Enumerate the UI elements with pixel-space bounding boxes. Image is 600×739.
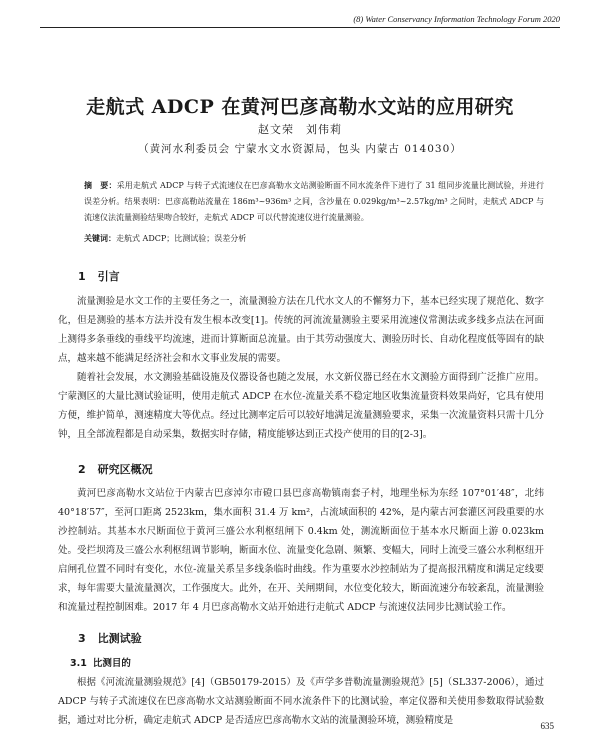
abstract-label: 摘 要： xyxy=(84,181,117,190)
section-2-paragraph-1: 黄河巴彦高勒水文站位于内蒙古巴彦淖尔市磴口县巴彦高勒镇南套子村，地理坐标为东经 107°01′48″，北纬 40°18′57″，至河口距离 2523km，集水面积 31.4 万 km²，占流域面积的 42%，是内蒙古河套灌区河段重要的水沙控制站。其基本水尺断面位于黄河三盛公水利枢纽闸下 0.4km 处，测流断面位于基本水尺断面上游 0.023km 处。受拦坝湾及三盛公水利枢纽调节影响，断面水位、流量变化急剧、频繁、变幅大，同时上流受三盛公水利枢纽开启闸孔位置不同时有变化，水位-流量关系呈多线条临时曲线。作为重要水沙控制站为了提高报汛精度和满足定线要求，每年需要大量流量测次，工作强度大。此外，在开、关闸期间，水位变化较大，断面流速分布较紊乱，流量测验和流量过程控制困难。2017 年 4 月巴彦高勒水文站开始进行走航式 ADCP 与流速仪法同步比测试验工作。 xyxy=(58,488,544,613)
section-3-title: 比测试验 xyxy=(97,632,142,645)
section-1-heading xyxy=(78,268,120,284)
subsection-3-1-title: 比测目的 xyxy=(92,658,131,669)
abstract xyxy=(84,178,544,226)
keywords-text: 走航式 ADCP；比测试验；误差分析 xyxy=(116,234,247,243)
section-3-number: 3 xyxy=(78,632,86,645)
section-1-paragraph-2: 随着社会发展，水文测验基础设施及仪器设备也随之发展，水文新仪器已经在水文测验方面得到广泛推广应用。宁蒙测区的大量比测试验证明，使用走航式 ADCP 在水位-流量关系不稳定地区收集流量资料效果尚好，它具有使用方便，维护简单，测速精度大等优点。经过比测率定后可以较好地满足流量测验要求，采集一次流量资料只需十几分钟，且全部流程都是自动采集，数据实时存储，精度能够达到正式投产使用的目的[2-3]。 xyxy=(58,372,544,440)
running-header: (8) Water Conservancy Information Technology Forum 2020 xyxy=(40,14,560,28)
paper-authors: 赵文荣 刘伟莉 xyxy=(258,123,342,136)
paper-affiliation: （黄河水利委员会 宁蒙水文水资源局，包头 内蒙古 014030） xyxy=(138,143,462,155)
section-1-number: 1 xyxy=(78,270,86,283)
paper-title: 走航式 ADCP 在黄河巴彦高勒水文站的应用研究 xyxy=(86,96,514,118)
section-1-paragraph-1: 流量测验是水文工作的主要任务之一，流量测验方法在几代水文人的不懈努力下，基本已经实现了规范化、数字化，但是测验的基本方法并没有发生根本改变[1]。传统的河流流量测验主要采用流速仪常测法或多线多点法在河面上测得多条垂线的垂线平均流速，进而计算断面总流量。由于其劳动强度大、测验历时长、自动化程度低等固有的缺点，越来越不能满足经济社会和水文事业发展的需要。 xyxy=(58,296,544,364)
keywords xyxy=(84,233,544,244)
section-3-heading xyxy=(78,630,142,646)
section-1-title: 引言 xyxy=(97,270,120,283)
section-2-number: 2 xyxy=(78,463,86,476)
subsection-3-1-number: 3.1 xyxy=(70,658,87,669)
page-number: 635 xyxy=(540,721,554,731)
section-2-title: 研究区概况 xyxy=(97,463,153,476)
abstract-text: 采用走航式 ADCP 与转子式流速仪在巴彦高勒水文站测验断面不同水流条件下进行了 31 组同步流量比测试验，并进行误差分析。结果表明：巴彦高勒站流量在 186m³~936m³ 之间，含沙量在 0.029kg/m³~2.57kg/m³ 之间时，走航式 ADCP 与流速仪法流量测验结果吻合较好，走航式 ADCP 可以代替流速仪进行流量测验。 xyxy=(84,181,544,222)
section-2-heading xyxy=(78,461,153,477)
subsection-3-1-heading xyxy=(70,655,131,669)
keywords-label: 关键词： xyxy=(84,234,116,243)
section-3-paragraph-1: 根据《河流流量测验规范》[4]（GB50179-2015）及《声学多普勒流量测验规范》[5]（SL337-2006），通过 ADCP 与转子式流速仪在巴彦高勒水文站测验断面不同水流条件下的比测试验，率定仪器和关使用参数取得试验数据，通过对比分析，确定走航式 ADCP 是否适应巴彦高勒水文站的流量测验环境，测验精度是 xyxy=(58,677,544,726)
